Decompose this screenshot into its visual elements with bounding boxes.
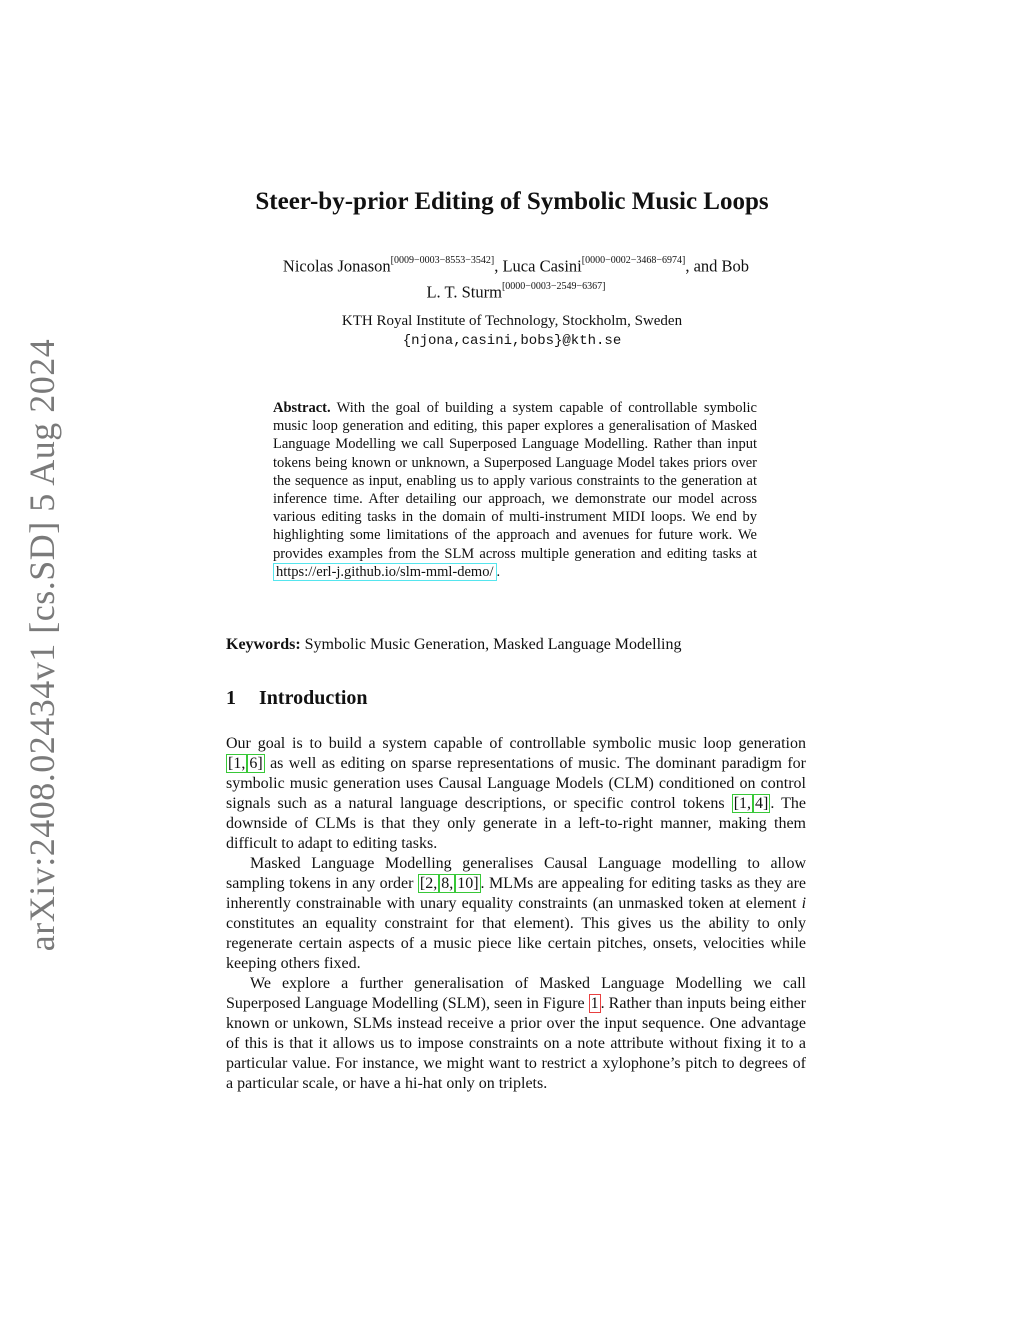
author-name: Nicolas Jonason bbox=[282, 256, 391, 276]
affiliation: KTH Royal Institute of Technology, Stockholm, Sweden bbox=[341, 313, 683, 329]
math-variable: i bbox=[801, 895, 807, 912]
author-list: Nicolas Jonason[0009−0003−8553−3542], Luca Casini[0000−0002−3468−6974], and Bob L. T. Sturm[0000−0003−2549−6367] bbox=[282, 255, 750, 301]
citation-link[interactable]: 8, bbox=[441, 875, 454, 892]
citation-link[interactable]: 10] bbox=[457, 875, 479, 892]
keywords bbox=[226, 636, 806, 654]
keywords-label: Keywords: bbox=[226, 636, 301, 653]
author-orcid: [0000−0002−3468−6974] bbox=[581, 255, 686, 266]
citation-link[interactable]: [2, bbox=[419, 875, 438, 892]
demo-link[interactable]: https://erl-j.github.io/slm-mml-demo/ bbox=[273, 563, 497, 581]
keywords-text: Symbolic Music Generation, Masked Language Modelling bbox=[304, 636, 682, 653]
paper-title: Steer-by-prior Editing of Symbolic Music Loops bbox=[255, 188, 769, 215]
paragraph: Our goal is to build a system capable of controllable symbolic music loop generation [1, 6] as well as editing on sparse representations of music. The dominant paradigm for symbolic music generation uses Causal Language Models (CLM) conditioned on control signals such as a natural language descriptions, or specific control tokens [1, 4] . The downside of CLMs is that they only generate in a left-to-right manner, making them difficult to adapt to editing tasks. bbox=[226, 735, 807, 852]
arxiv-sidebar-stamp bbox=[18, 338, 66, 952]
author-name: L. T. Sturm bbox=[426, 282, 502, 301]
paragraph: We explore a further generalisation of Masked Language Modelling we call Superposed Language Modelling (SLM), seen in Figure 1 . Rather than inputs being either known or unkown, SLMs instead receive a prior over the input sequence. One advantage of this is that it allows us to impose constraints on a note attribute without fixing it to a particular value. For instance, we might want to restrict a xylophone’s pitch to degrees of a particular scale, or have a hi-hat only on triplets. bbox=[226, 975, 806, 1092]
author-email: {njona,casini,bobs}@kth.se bbox=[402, 333, 622, 349]
citation-link[interactable]: [1, bbox=[733, 795, 752, 812]
abstract: Abstract. With the goal of building a system capable of controllable symbolic music loop generation and editing, this paper explores a generalisation of Masked Language Modelling we call Superposed Language Modelling. Rather than input tokens being known or unknown, a Superposed Language Model takes priors over the sequence as input, enabling us to apply various constraints to the generation at inference time. After detailing our approach, we demonstrate our model across various editing tasks in the domain of multi-instrument MIDI loops. We end by highlighting some limitations of the approach and avenues for future work. We provides examples from the SLM across multiple generation and editing tasks at https://erl-j.github.io/slm-mml-demo/ . bbox=[273, 400, 757, 580]
citation-link[interactable]: 4] bbox=[755, 795, 769, 812]
author-name: Luca Casini bbox=[502, 256, 582, 276]
abstract-text: With the goal of building a system capable of controllable symbolic music loop generation and editing, this paper explores a generalisation of Masked Language Modelling we call Superposed Language Modelling. Rather than input tokens being known or unknown, a Superposed Language Model takes priors over the sequence as input, enabling us to apply various constraints to the generation at inference time. After detailing our approach, we demonstrate our model across various editing tasks in the domain of multi-instrument MIDI loops. We end by highlighting some limitations of the approach and avenues for future work. We provides examples from the SLM across multiple generation and editing tasks at bbox=[273, 400, 757, 562]
affiliation-block bbox=[0, 311, 1024, 351]
arxiv-id: arXiv:2408.02434v1 [cs.SD] 5 Aug 2024 bbox=[22, 338, 62, 952]
author-orcid: [0000−0003−2549−6367] bbox=[501, 280, 606, 292]
section-number: 1 bbox=[226, 687, 236, 709]
abstract-label: Abstract. bbox=[273, 400, 331, 416]
citation-link[interactable]: [1, bbox=[228, 755, 246, 772]
citation-link[interactable]: 6] bbox=[249, 755, 263, 772]
section-title: Introduction bbox=[259, 687, 368, 709]
paragraph: Masked Language Modelling generalises Causal Language modelling to allow sampling tokens in any order [2, 8, 10] . MLMs are appealing for editing tasks as they are inherently constrainable with unary equality constraints (an unmasked token at element i constitutes an equality constraint for that element). This gives us the ability to only regenerate certain aspects of a music piece like certain pitches, onsets, velocities while keeping others fixed. bbox=[226, 855, 807, 972]
introduction-body bbox=[226, 734, 806, 1094]
figure-reference-link[interactable]: 1 bbox=[590, 995, 599, 1012]
author-orcid: [0009−0003−8553−3542] bbox=[390, 255, 495, 266]
section-heading bbox=[226, 687, 368, 710]
